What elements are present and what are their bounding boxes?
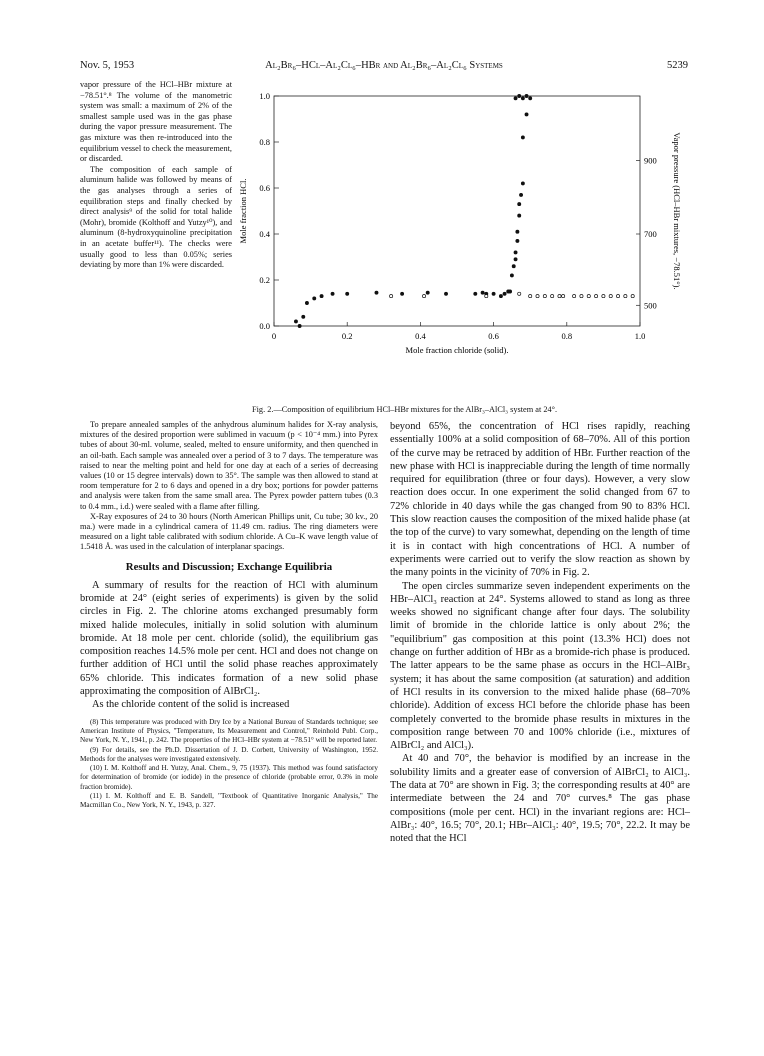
section-heading: Results and Discussion; Exchange Equilibria (125, 560, 333, 573)
data-point-open (602, 295, 605, 298)
data-point-filled (525, 94, 528, 97)
data-point-open (485, 295, 488, 298)
data-point-filled (492, 292, 495, 295)
right-column (390, 420, 690, 846)
data-point-filled (518, 203, 521, 206)
data-point-filled (331, 292, 334, 295)
data-point-filled (375, 291, 378, 294)
footnotes (80, 718, 378, 811)
x-tick-label: 0 (271, 331, 277, 341)
data-point-filled (519, 193, 522, 196)
y-tick-label: 1.0 (259, 91, 270, 101)
data-point-filled (521, 136, 524, 139)
data-point-open (562, 295, 565, 298)
figure-caption: Fig. 2.—Composition of equilibrium HCl–HBr mixtures for the AlBr₃–AlCl₃ system at 24°. (252, 405, 558, 414)
data-point-open (587, 295, 590, 298)
data-point-open (518, 292, 521, 295)
data-point-open (529, 295, 532, 298)
y-tick-label: 0.0 (259, 321, 270, 331)
wrap-paragraph-2: The composition of each sample of aluminum halide was followed by means of the gas analyses through a series of equilibration steps and finally checked by direct analysis⁹ of the solid for total halide (Mohr), bromide (Kolthoff and Yutzy¹⁰), and aluminum (8-hydroxyquinoline precipitation in an acetate buffer¹¹). The checks were usually good to less than 0.05%; series deviating by more than 1% were discarded. (80, 164, 232, 270)
header-date: Nov. 5, 1953 (80, 60, 135, 71)
paragraph-annealing: To prepare annealed samples of the anhydrous aluminum halides for X-ray analysis, mixtures of the desired proportion were sublimed in vacuum (p < 10⁻⁴ mm.) into Pyrex tubes of about 30-ml. volume, sealed, melted to ensure uniformity, and then quenched in an oil-bath. Each sample was annealed over a period of 3 to 7 days. The temperature was raised to near the melting point and held for one day at each of a series of decreasing values (10 or 15 degree intervals) down to 35°. The sample was then allowed to stand at room temperature for 2 to 6 days and opened in a dry box; portions for powder patterns and analysis were taken from the same small area. The Pyrex powder pattern tubes (0.3 to 0.4 mm., i.d.) were sealed with a flame after filling. (80, 420, 378, 511)
page-header (80, 60, 688, 74)
data-point-open (609, 295, 612, 298)
y2-tick-label: 700 (644, 229, 657, 239)
data-point-open (616, 295, 619, 298)
x-tick-label: 0.6 (488, 331, 499, 341)
y2-tick-label: 900 (644, 155, 657, 166)
data-point-filled (298, 324, 301, 327)
figure-2 (232, 84, 688, 414)
data-point-open (422, 295, 425, 298)
data-point-filled (514, 258, 517, 261)
data-point-filled (320, 295, 323, 298)
data-point-open (594, 295, 597, 298)
y-tick-label: 0.6 (259, 183, 270, 193)
left-wrap-text (80, 80, 232, 271)
data-point-filled (302, 315, 305, 318)
paragraph-beyond: beyond 65%, the concentration of HCl rises rapidly, reaching essentially 100% at a solid composition of 68–70%. All of this portion of the curve may be retraced by addition of HBr. Further reaction of the new phase with HCl is inappreciable during the length of time normally required for equilibration (three or four days). However, a very slow reaction does occur. In one experiment the solid changed from 67 to 72% chloride in 40 days while the gas changed from 90 to 83% HCl. This slow reaction causes the composition of the mixed halide phase (at the top of the curve) to vary somewhat, depending on the length of time it is in contact with high concentrations of HCl. A number of experiments were carried out to verify the slow reaction as shown by the many points in the vicinity of 70% in Fig. 2. (390, 421, 690, 579)
y-tick-label: 0.4 (259, 229, 270, 239)
footnote-9: (9) For details, see the Ph.D. Dissertation of J. D. Corbett, University of Washington, 1952. Methods for the analyses were investigated extensively. (80, 745, 378, 763)
wrap-paragraph-1: vapor pressure of the HCl–HBr mixture at −78.51°.⁸ The volume of the manometric system was small: a maximum of 2% of the smallest sample used was in the gas phase during the vapor pressure measurement. The gas mixture was then re-introduced into the equilibrium vessel to check the measurement, or discarded. (80, 80, 232, 164)
data-point-filled (305, 301, 308, 304)
data-point-filled (514, 251, 517, 254)
x-tick-label: 0.2 (341, 331, 353, 341)
paragraph-open-circles: The open circles summarize seven independent experiments on the HBr–AlCl₃ reaction at 24°. Systems allowed to stand as long as three weeks showed no significant change after four days. The solubility limit of bromide in the chloride lattice is only about 2%; the "equilibrium" gas composition at this point (13.3% HCl) does not change on further addition of HBr as a bromide-rich phase is produced. The latter appears to be the same phase as occurs in the HCl–AlBr₃ system; it has about the same composition (at saturation) and addition of HCl results in its conversion to the mixed halide phase (68–70% chloride). Addition of excess HCl before the chloride phase has been completely converted to the bromide phase results in mixtures in the composition range between 70 and 100% chloride (i.e., mixtures of AlBrCl₂ and AlCl₃). (390, 580, 690, 752)
paragraph-chloride: As the chloride content of the solid is increased (92, 699, 290, 711)
data-point-filled (508, 290, 511, 293)
data-point-filled (499, 295, 502, 298)
data-point-filled (521, 182, 524, 185)
footnote-10: (10) I. M. Kolthoff and H. Yutzy, Anal. Chem., 9, 75 (1937). This method was found satisfactory for determination of bromide (or iodide) in the presence of chloride (probable error, 0.3% in mole fraction bromide). (80, 764, 378, 791)
header-title: Al₂Br₆–HCl–Al₂Cl₆–HBr and Al₂Br₆–Al₂Cl₆ Systems (265, 60, 503, 71)
data-point-open (631, 295, 634, 298)
data-point-filled (516, 230, 519, 233)
results-text (80, 579, 378, 712)
y-axis-label: Mole fraction HCl. (238, 178, 248, 244)
data-point-open (390, 295, 393, 298)
data-point-filled (514, 97, 517, 100)
data-point-filled (512, 265, 515, 268)
paragraph-xray: X-Ray exposures of 24 to 30 hours (North American Phillips unit, Cu tube; 30 kv., 20 ma.) were made in a cylindrical camera of 11.49 cm. radius. The ring diameters were measured on a light table calibrated with sodium chloride. A Cu–K wave length value of 1.5418 Å. was used in the calculation of interplanar spacings. (80, 511, 378, 552)
x-tick-label: 0.4 (415, 331, 426, 341)
data-point-filled (346, 292, 349, 295)
data-point-filled (516, 239, 519, 242)
data-point-filled (518, 94, 521, 97)
data-point-open (573, 295, 576, 298)
data-point-filled (474, 292, 477, 295)
data-point-filled (426, 291, 429, 294)
data-point-open (624, 295, 627, 298)
y2-tick-label: 500 (644, 300, 657, 311)
data-point-open (551, 295, 554, 298)
data-point-filled (481, 291, 484, 294)
x-tick-label: 1.0 (634, 331, 646, 341)
data-point-filled (518, 214, 521, 217)
experimental-text (80, 420, 378, 553)
paragraph-temperature: At 40 and 70°, the behavior is modified by an increase in the solubility limits and a greater ease of conversion of AlBrCl₂ to AlCl₃. The data at 70° are shown in Fig. 3; the corresponding results at 40° are intermediate between the 24 and 70° curves.⁸ The gas phase compositions (mole per cent. HCl) in the invariant regions are: HCl–AlBr₃: 40°, 16.5; 70°, 20.1; HBr–AlCl₃: 40°, 19.5; 70°, 22.2. It may be noted that the HCl (390, 753, 690, 845)
data-point-open (558, 295, 561, 298)
x-axis-label: Mole fraction chloride (solid). (405, 345, 509, 355)
header-page-number: 5239 (667, 60, 688, 71)
data-point-filled (510, 274, 513, 277)
y2-axis-label: Vapor pressure (HCl–HBr mixtures, −78.51°). (672, 132, 682, 290)
data-point-filled (294, 320, 297, 323)
y-tick-label: 0.2 (259, 275, 270, 285)
plot-frame (274, 96, 640, 326)
scatter-chart (232, 84, 688, 414)
data-point-filled (529, 97, 532, 100)
data-point-filled (444, 292, 447, 295)
data-point-filled (503, 292, 506, 295)
footnote-8: (8) This temperature was produced with Dry Ice by a National Bureau of Standards technique; see American Institute of Physics, "Temperature, Its Measurement and Control," Reinhold Publ. Corp., New York, N. Y., 1941, p. 242. The properties of the HCl–HBr system at −78.51° will be reported later. (80, 717, 378, 745)
data-point-filled (401, 292, 404, 295)
data-point-open (543, 295, 546, 298)
data-point-open (580, 295, 583, 298)
data-point-filled (525, 113, 528, 116)
footnote-11: (11) I. M. Kolthoff and E. B. Sandell, "Textbook of Quantitative Inorganic Analysis," The Macmillan Co., New York, N. Y., 1943, p. 327. (80, 791, 378, 810)
left-column (80, 420, 378, 811)
x-tick-label: 0.8 (561, 331, 573, 341)
y-tick-label: 0.8 (259, 137, 270, 147)
data-point-open (536, 295, 539, 298)
data-point-filled (521, 97, 524, 100)
paragraph-summary: A summary of results for the reaction of HCl with aluminum bromide at 24° (eight series of experiments) is given by the solid circles in Fig. 2. The chlorine atoms exchanged presumably form mixed halide molecules, initially in solid solution with aluminum bromide. At 18 mole per cent. chloride (solid), the equilibrium gas composition reaches 14.5% mole per cent. HCl and does not change on further addition of HCl until the solid phase reaches approximately 65% chloride. This indicates formation of a new solid phase approximating the composition of AlBrCl₂. (80, 579, 378, 698)
data-point-filled (313, 297, 316, 300)
